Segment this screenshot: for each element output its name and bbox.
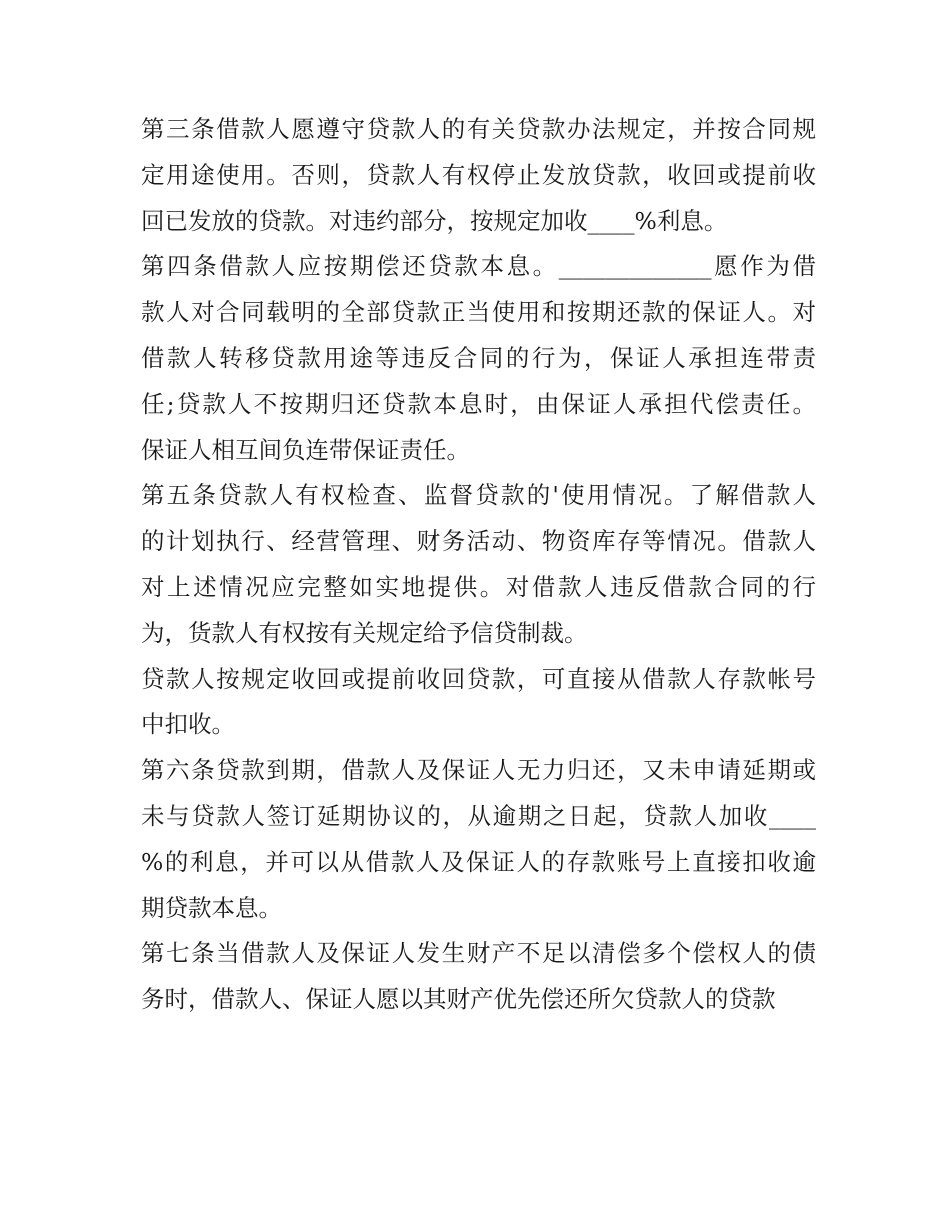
text-line: 务时，借款人、保证人愿以其财产优先偿还所欠贷款人的贷款 (141, 985, 776, 1014)
paragraph-article-5-cont (141, 657, 816, 749)
text-line: 贷款人按规定收回或提前收回贷款，可直接从借款人存款帐号 (141, 664, 816, 693)
text-line: 定用途使用。否则，贷款人有权停止发放贷款，收回或提前收 (141, 160, 816, 189)
text-line: 为，货款人有权按有关规定给予信贷制裁。 (141, 618, 588, 647)
text-line: 款人对合同载明的全部贷款正当使用和按期还款的保证人。对 (141, 298, 816, 327)
paragraph-article-7 (141, 931, 816, 1023)
text-line: 第五条贷款人有权检查、监督贷款的'使用情况。了解借款人 (141, 481, 816, 510)
text-line: 期贷款本息。 (141, 893, 282, 922)
text-line: 第六条贷款到期，借款人及保证人无力归还，又未申请延期或 (141, 756, 816, 785)
text-line: 回已发放的贷款。对违约部分，按规定加收____%利息。 (141, 206, 728, 235)
paragraph-article-5 (141, 473, 816, 656)
text-line: 保证人相互间负连带保证责任。 (141, 435, 470, 464)
text-line: 中扣收。 (141, 710, 235, 739)
paragraph-article-3 (141, 107, 816, 244)
paragraph-article-6 (141, 748, 816, 931)
text-line: 任;贷款人不按期归还贷款本息时，由保证人承担代偿责任。 (141, 389, 816, 418)
text-line: 的计划执行、经营管理、财务活动、物资库存等情况。借款人 (141, 527, 816, 556)
text-line: 第三条借款人愿遵守贷款人的有关贷款办法规定，并按合同规 (141, 115, 816, 143)
text-line: 未与贷款人签订延期协议的，从逾期之日起，贷款人加收____ (141, 801, 816, 830)
text-line: %的利息，并可以从借款人及保证人的存款账号上直接扣收逾 (141, 847, 816, 876)
text-line: 对上述情况应完整如实地提供。对借款人违反借款合同的行 (141, 572, 816, 601)
paragraph-article-4 (141, 244, 816, 473)
text-line: 第四条借款人应按期偿还贷款本息。_____________愿作为借 (141, 252, 816, 281)
text-line: 第七条当借款人及保证人发生财产不足以清偿多个偿权人的债 (141, 939, 816, 968)
document-body (141, 107, 816, 1023)
text-line: 借款人转移贷款用途等违反合同的行为，保证人承担连带责 (141, 343, 816, 372)
